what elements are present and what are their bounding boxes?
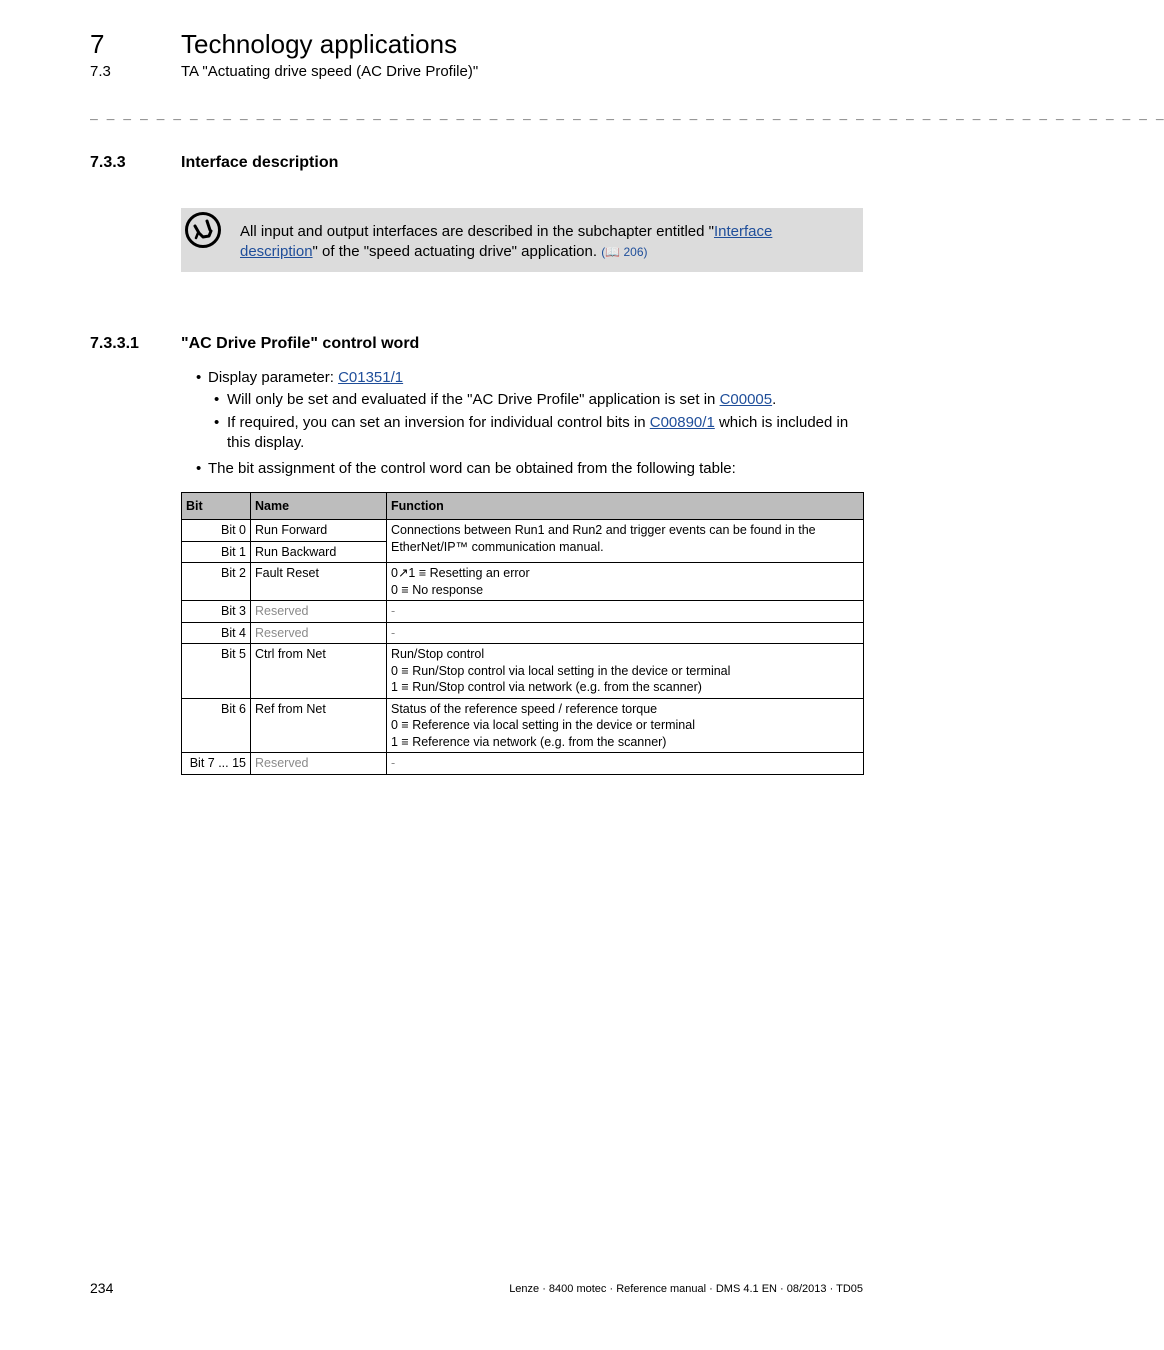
section-number: 7.3.3 [90,154,126,171]
cell-function: Status of the reference speed / reference torque 0 ≡ Reference via local setting in the device or terminal 1 ≡ Reference via network (e.g. from the scanner) [387,698,864,753]
c00890-link[interactable]: C00890/1 [649,414,715,431]
cell-bit: Bit 2 [182,563,251,601]
bullet-evaluation: Will only be set and evaluated if the "AC Drive Profile" application is set in C00005. [227,391,777,408]
interface-description-link[interactable]: Interface description [240,223,773,260]
table-row [182,563,864,601]
bullet-dot: • [196,369,202,386]
table-row [182,698,864,753]
header-bit: Bit [182,493,251,520]
cell-bit: Bit 6 [182,698,251,753]
header-divider: _ _ _ _ _ _ _ _ _ _ _ _ _ _ _ _ _ _ _ _ _ _ _ _ _ _ _ _ _ _ _ _ _ _ _ _ _ _ _ _ _ _ _ _ _ _ _ _ _ _ _ _ _ _ _ _ _ _ _ _ _ _ _ _ _ [90,106,1164,121]
bullet-dot: • [214,391,220,408]
section-title: Interface description [181,154,339,171]
cell-function: - [387,601,864,623]
table-row [182,520,864,542]
page-number: 234 [90,1280,114,1296]
c01351-link[interactable]: C01351/1 [338,369,404,386]
cell-function: - [387,622,864,644]
cell-function: Connections between Run1 and Run2 and trigger events can be found in the EtherNet/IP™ communication manual. [387,520,864,563]
cell-function: - [387,753,864,775]
table-header-row [182,493,864,520]
table-row [182,644,864,699]
note-text: All input and output interfaces are described in the subchapter entitled "Interface description" of the "speed actuating drive" application. (📖 206) [240,223,773,260]
cell-bit: Bit 5 [182,644,251,699]
cell-name: Reserved [251,622,387,644]
cell-name: Run Forward [251,520,387,542]
header-function: Function [387,493,864,520]
cell-bit: Bit 1 [182,541,251,563]
chapter-title: Technology applications [181,29,458,59]
page-reference[interactable]: (📖 206) [601,244,648,259]
cell-name: Reserved [251,753,387,775]
note-hand-icon [184,211,222,249]
cell-bit: Bit 0 [182,520,251,542]
cell-name: Ref from Net [251,698,387,753]
bullet-inversion: If required, you can set an inversion for individual control bits in C00890/1 which is included in this display. [227,414,849,451]
cell-name: Reserved [251,601,387,623]
subsection-number: 7.3.3.1 [90,335,139,352]
subchapter-number: 7.3 [90,63,111,80]
table-row [182,601,864,623]
book-icon: 📖 [605,244,621,259]
subchapter-title: TA "Actuating drive speed (AC Drive Profile)" [181,63,479,80]
cell-function: Run/Stop control 0 ≡ Run/Stop control via local setting in the device or terminal 1 ≡ Run/Stop control via network (e.g. from the scanner) [387,644,864,699]
subsection-title: "AC Drive Profile" control word [181,335,420,352]
header-name: Name [251,493,387,520]
cell-name: Ctrl from Net [251,644,387,699]
cell-name: Fault Reset [251,563,387,601]
table-row [182,622,864,644]
cell-bit: Bit 3 [182,601,251,623]
chapter-number: 7 [90,29,105,59]
control-word-table [181,492,864,775]
footer-doc-info: Lenze · 8400 motec · Reference manual · DMS 4.1 EN · 08/2013 · TD05 [509,1283,863,1295]
table-row [182,753,864,775]
cell-name: Run Backward [251,541,387,563]
bullet-bit-assignment: The bit assignment of the control word can be obtained from the following table: [208,460,736,477]
cell-function: 0↗1 ≡ Resetting an error 0 ≡ No response [387,563,864,601]
bullet-dot: • [196,460,202,477]
bullet-dot: • [214,414,220,431]
c00005-link[interactable]: C00005 [719,391,773,408]
bullet-display-parameter: Display parameter: C01351/1 [208,369,404,386]
cell-bit: Bit 4 [182,622,251,644]
cell-bit: Bit 7 ... 15 [182,753,251,775]
